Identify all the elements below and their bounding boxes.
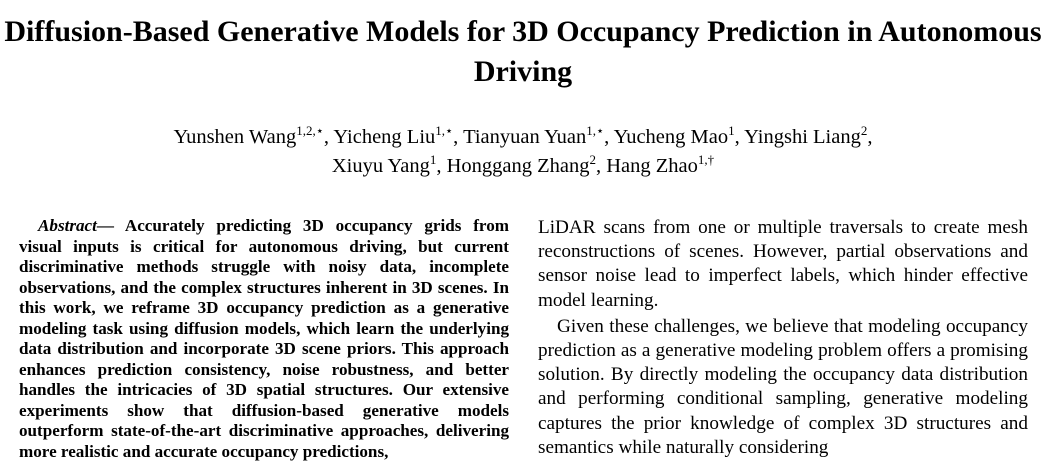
author: Honggang Zhang$^2$, xyxy=(446,152,607,177)
author: Yucheng Mao$^1$, xyxy=(613,123,745,148)
author: Xiuyu Yang$^1$, xyxy=(331,152,447,177)
body-paragraph: LiDAR scans from one or multiple traversals to create mesh reconstructions of scenes. However, partial observations and sensor noise lead to imperfect labels, which hinder effective model learning. xyxy=(538,217,1028,311)
body-column-right xyxy=(538,216,1028,460)
abstract-label: Abstract xyxy=(38,216,97,235)
abstract-section xyxy=(19,216,509,462)
author: Tianyuan Yuan$^{1,⋆}$, xyxy=(463,123,614,148)
author-affiliation: 1,2,⋆ xyxy=(296,123,324,138)
author-affiliation: 2 xyxy=(860,123,868,138)
author-affiliation: 2 xyxy=(589,152,596,167)
author-affiliation: 1,⋆ xyxy=(586,123,605,138)
author: Hang Zhao$^{1,\dagger}$ xyxy=(606,152,715,177)
author-affiliation: 1 xyxy=(728,123,735,138)
abstract-paragraph xyxy=(19,216,509,462)
author: Yingshi Liang$^2$, xyxy=(744,123,873,148)
author-affiliation: 1,† xyxy=(697,152,715,167)
author: Yunshen Wang$^{1,2,⋆}$, xyxy=(173,123,334,148)
author-affiliation: 1,⋆ xyxy=(435,123,454,138)
body-paragraph: Given these challenges, we believe that modeling occupancy prediction as a generative modeling problem offers a promising solution. By directly modeling the occupancy data distribution and performing conditional sampling, generative modeling captures the prior knowledge of complex 3D structures and semantics while naturally considering xyxy=(538,315,1028,458)
paper-title: Diffusion-Based Generative Models for 3D Occupancy Prediction in Autonomous Driving xyxy=(4,15,1042,88)
author-affiliation: 1 xyxy=(429,152,437,167)
author: Yicheng Liu$^{1,⋆}$, xyxy=(333,123,464,148)
author-list xyxy=(0,123,1046,181)
abstract-dash: — xyxy=(96,216,114,235)
abstract-text: Accurately predicting 3D occupancy grids from visual inputs is critical for autonomous driving, but current discriminative methods struggle with noisy data, incomplete observations, and the complex structures inherent in 3D scenes. In this work, we reframe 3D occupancy prediction as a generative modeling task using diffusion models, which learn the underlying data distribution and incorporate 3D scene priors. This approach enhances prediction consistency, noise robustness, and better handles the intricacies of 3D spatial structures. Our extensive experiments show that diffusion-based generative models outperform state-of-the-art discriminative approaches, delivering more realistic and accurate occupancy predictions, xyxy=(19,216,509,461)
